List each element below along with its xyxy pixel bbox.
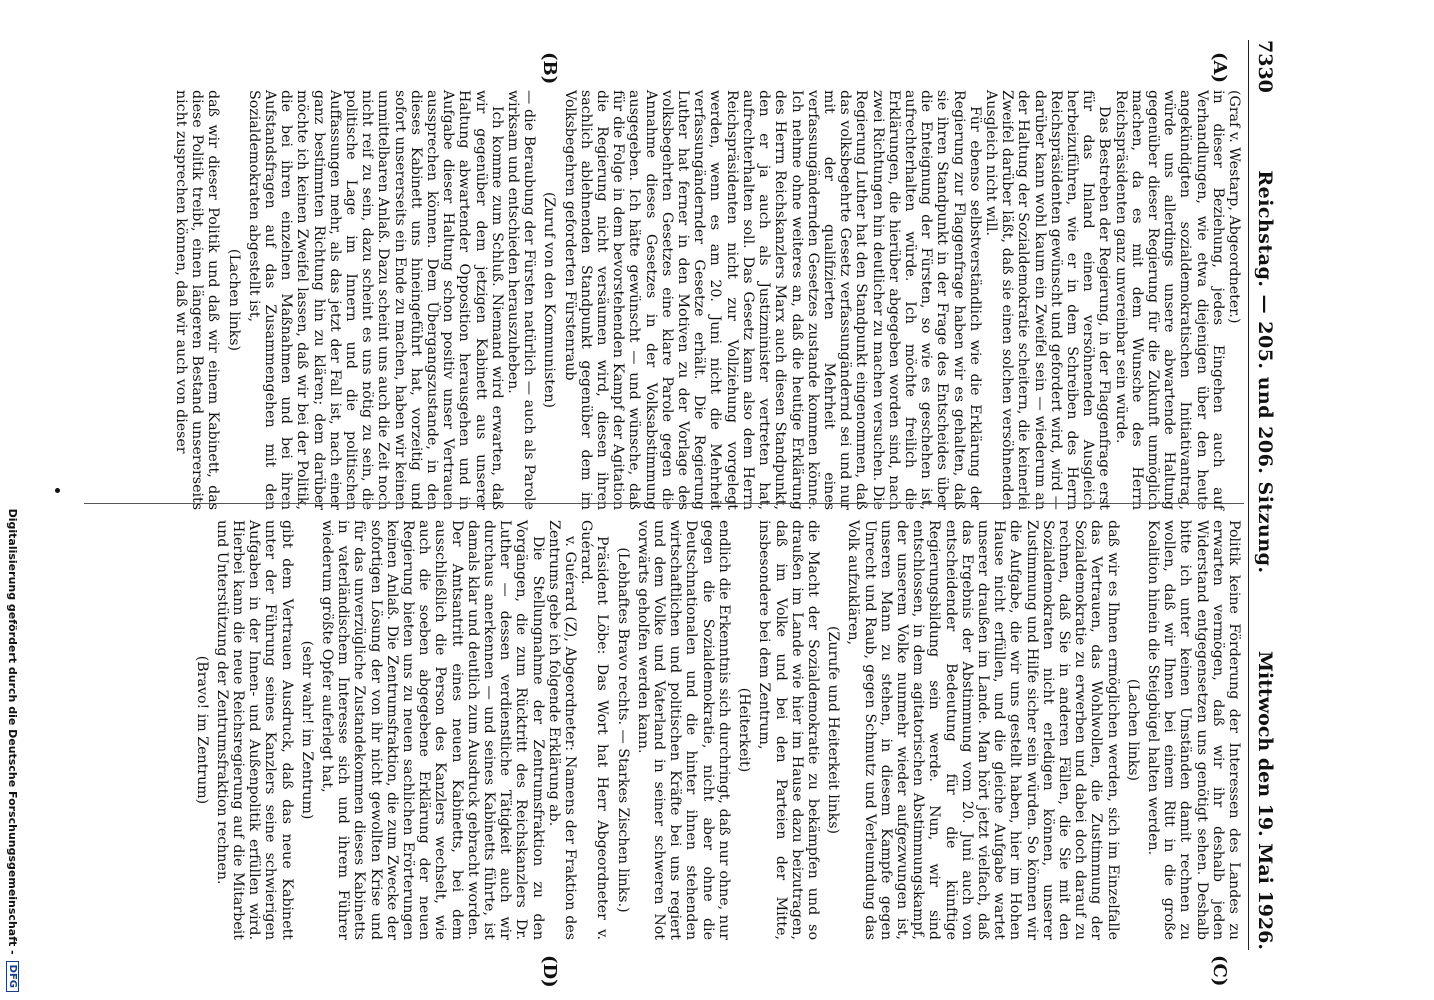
paragraph: Für ebenso selbstverständlich wie die Erklärung der Regierung zur Flaggenfrage haben wir es gehalten, daß sie ihren Standpunkt in der Frage des Entscheides über die Enteignung der Fürsten, so wie es geschehen ist, aufrechterhalten würde. Ich möchte freilich die Erklärungen, die hierüber abgegeben worden sind, nach zwei Richtungen hin deutlicher zu machen versuchen. Die Regierung Luther hat den Standpunkt eingenommen, daß das volksbegehrte Gesetz verfassungändernd sei und nur mit der qualifizierten Mehrheit eines verfassungändernden Gesetzes zustande kommen könne. Ich nehme ohne weiteres an, daß die heutige Erklärung des Herrn Reichskanzlers Marx auch diesen Standpunkt, den er ja auch als Justizminister vertreten hat, aufrechterhalten soll. Das Gesetz kann also dem Herrn Reichspräsidenten nicht zur Vollziehung vorgelegt werden, wenn es am 20. Juni nicht die Mehrheit verfassungändernder Gesetze erhält. Die Regierung Luther hat ferner in den Motiven zu der Vorlage des volksbegehrten Gesetzes eine klare Parole gegen die Annahme dieses Gesetzes in der Volksabstimmung ausgegeben. Ich hätte gewünscht — und wünsche, daß für die Folge in dem bevorstehenden Kampf der Agitation die Regierung nicht versäumen wird, diesen ihren sachlich ablehnenden Standpunkt gegenüber dem im Volksbegehren geforderten Fürstenraub xyxy=(561,90,983,510)
paragraph: Die Stellungnahme der Zentrumsfraktion zu den Vorgängen, die zum Rücktritt des Reichskanzlers Dr. Luther — dessen verdienstliche Tätigkeit auch wir durchaus anerkennen — und seines Kabinetts führte, ist damals klar und deutlich zum Ausdruck gebracht worden. Der Amtsantritt eines neuen Kabinetts, bei dem ausschließlich die Person des Kanzlers wechselt, wie auch die soeben abgegebene Erklärung der neuen Regierung bieten uns zu neuen sachlichen Erörterungen keinen Anlaß. Die Zentrumsfraktion, die zum Zwecke der sofortigen Lösung der von ihr nicht gewollten Krise und für das unverzügliche Zustandekommen dieses Kabinetts in vaterländischem Interesse sich und ihrem Führer wiederum größte Opfer auferlegt hat, xyxy=(319,520,546,940)
page-date: Mittwoch den 19. Mai 1926. xyxy=(1254,651,1276,950)
paragraph: (Zurufe und Heiterkeit links) xyxy=(825,625,842,835)
footer-text: Digitalisierung gefördert durch die Deutsche Forschungsgemeinschaft - xyxy=(6,508,20,955)
paragraph: (Zuruf von den Kommunisten) xyxy=(541,191,558,409)
paragraph: (Lachen links) xyxy=(225,248,242,352)
paragraph: daß wir es Ihnen ermöglichen werden, sich im Einzelfalle das Vertrauen, das Wohlwollen, die Zustimmung der Sozialdemokratie zu erwerben und dabei doch darauf zu rechnen, daß Sie in anderen Fällen, die Sie mit den Sozialdemokraten nicht erledigen können, unserer Zustimmung und Hilfe sicher sein würden. So können wir die Aufgabe, die wir uns gestellt haben, hier im Hohen Hause nicht erfüllen, und die gleiche Aufgabe wartet unserer draußen im Lande. Man hört jetzt vielfach, daß das Ergebnis der Abstimmung vom 20. Juni auch von entscheidender Bedeutung für die künftige Regierungsbildung sein werde. Nun, wir sind entschlossen, in dem agitatorischen Abstimmungskampf, der unserem Volke nunmehr wieder aufgezwungen ist, unseren Mann zu stehen, in diesem Kampfe gegen Unrecht und Raub, gegen Schmutz und Verleumdung das Volk aufzuklären, xyxy=(845,520,1121,940)
digitization-footer xyxy=(4,0,22,1000)
dfg-logo: DFG xyxy=(7,961,20,992)
paragraph: Präsident Löbe: Das Wort hat Herr Abgeordneter v. Guérard. xyxy=(578,520,611,940)
paragraph: — die Beraubung der Fürsten natürlich — auch als Parole wirksam und entschieden herauszuheben. xyxy=(505,90,538,510)
paragraph: daß wir dieser Politik und daß wir einem Kabinett, das diese Politik treibt, einen längeren Bestand unsererseits nicht zusprechen können, daß wir auch von dieser xyxy=(173,90,222,510)
paragraph: Politik keine Förderung der Interessen des Landes zu erwarten vermögen, daß wir ihr deshalb jeden Widerstand entgegensetzen uns genötigt sehen. Deshalb bitte ich unter keinen Umständen damit rechnen zu wollen, daß wir Ihnen bei einem Ritt in die große Koalition hinein die Steigbügel halten werden. xyxy=(1144,520,1242,940)
page-header xyxy=(1248,40,1278,950)
paragraph: in dieser Beziehung, jedes Eingehen auch auf Verhandlungen, wie etwa diejenigen über den heute angekündigten sozialdemokratischen Initiativantrag, würde uns allerdings unsere abwartende Haltung gegenüber dieser Regierung für die Zukunft unmöglich machen, da es mit dem Wunsche des Herrn Reichspräsidenten ganz unvereinbar sein würde. xyxy=(1112,90,1226,510)
margin-marker-b: (B) xyxy=(539,52,560,85)
paragraph: (Lebhaftes Bravo rechts. — Starkes Zischen links.) xyxy=(614,547,631,913)
margin-marker-a: (A) xyxy=(1209,52,1230,83)
column-divider xyxy=(84,503,1244,504)
margin-marker-c: (C) xyxy=(1209,955,1230,987)
paragraph: v. Guérard (Z), Abgeordneter: Namens der Fraktion des Zentrums gebe ich folgende Erklärung ab. xyxy=(545,520,579,940)
page-title: Reichstag. — 205. und 206. Sitzung. xyxy=(1254,170,1276,574)
paragraph: (Heiterkeit) xyxy=(736,687,753,773)
left-text-column xyxy=(173,90,1242,510)
paragraph: Das Bestreben der Regierung, in der Flaggenfrage erst für das Inland einen versöhnenden Ausgleich herbeizuführen, wie er in dem Schreiben des Herrn Reichspräsidenten gewünscht und gefordert wird, wird — darüber kann wohl kaum ein Zweifel sein — wiederum an der Haltung der Sozialdemokratie scheitern, die keinerlei Zweifel darüber läßt, daß sie einen solchen versöhnenden Ausgleich nicht will. xyxy=(982,90,1113,510)
right-text-column xyxy=(189,520,1242,940)
paragraph: Ich komme zum Schluß. Niemand wird erwarten, daß wir gegenüber dem jetzigen Kabinett aus unserer Haltung abwartender Opposition herausgehen und in Aufgabe dieser Haltung schon positiv unser Vertrauen aussprechen können. Dem Übergangszustande, in den dieses Kabinett uns hineingeführt hat, vorzeitig und sofort unsererseits ein Ende zu machen, haben wir keinen unmittelbaren Anlaß. Dazu scheint uns auch die Zeit noch nicht reif zu sein, dazu scheint es uns nötig zu sein, die politische Lage im Innern und die politischen Auffassungen mehr, als das jetzt der Fall ist, nach einer ganz bestimmten Richtung hin zu klären; dem darüber möchte ich keinen Zweifel lassen, daß wir bei der Politik, die bei ihren einzelnen Maßnahmen und bei ihren Aufstandsfragen auf das Zusammengehen mit den Sozialdemokraten abgestellt ist, xyxy=(245,90,505,510)
paragraph: endlich die Erkenntnis sich durchringt, daß nur ohne, nur gegen die Sozialdemokratie, nicht aber ohne die Deutschnationalen und die hinter ihnen stehenden wirtschaftlichen und politischen Kräfte bei uns regiert und dem Volke und Vaterland in seiner schweren Not vorwärts geholfen werden kann. xyxy=(634,520,732,940)
paragraph: (Bravo! im Zentrum) xyxy=(193,655,210,805)
margin-marker-d: (D) xyxy=(539,955,560,988)
paragraph: gibt dem Vertrauen Ausdruck, daß das neue Kabinett unter der Führung seines Kanzlers seine schwierigen Aufgaben in der Innen- und Außenpolitik erfüllen wird. Hierbei kann die neue Reichsregierung auf die Mitarbeit und Unterstützung der Zentrumsfraktion rechnen. xyxy=(213,520,295,940)
paragraph: (sehr wahr! im Zentrum) xyxy=(298,640,315,820)
paragraph: (Lachen links) xyxy=(1124,678,1141,782)
paragraph: (Graf v. Westarp, Abgeordneter.) xyxy=(1226,90,1242,324)
page-number: 7330 xyxy=(1254,40,1276,93)
paragraph: die Macht der Sozialdemokratie zu bekämpfen und so draußen im Lande wie hier im Hause dazu beizutragen, daß im Volke und bei den Parteien der Mitte, insbesondere bei dem Zentrum, xyxy=(756,520,821,940)
margin-dot xyxy=(55,488,60,493)
